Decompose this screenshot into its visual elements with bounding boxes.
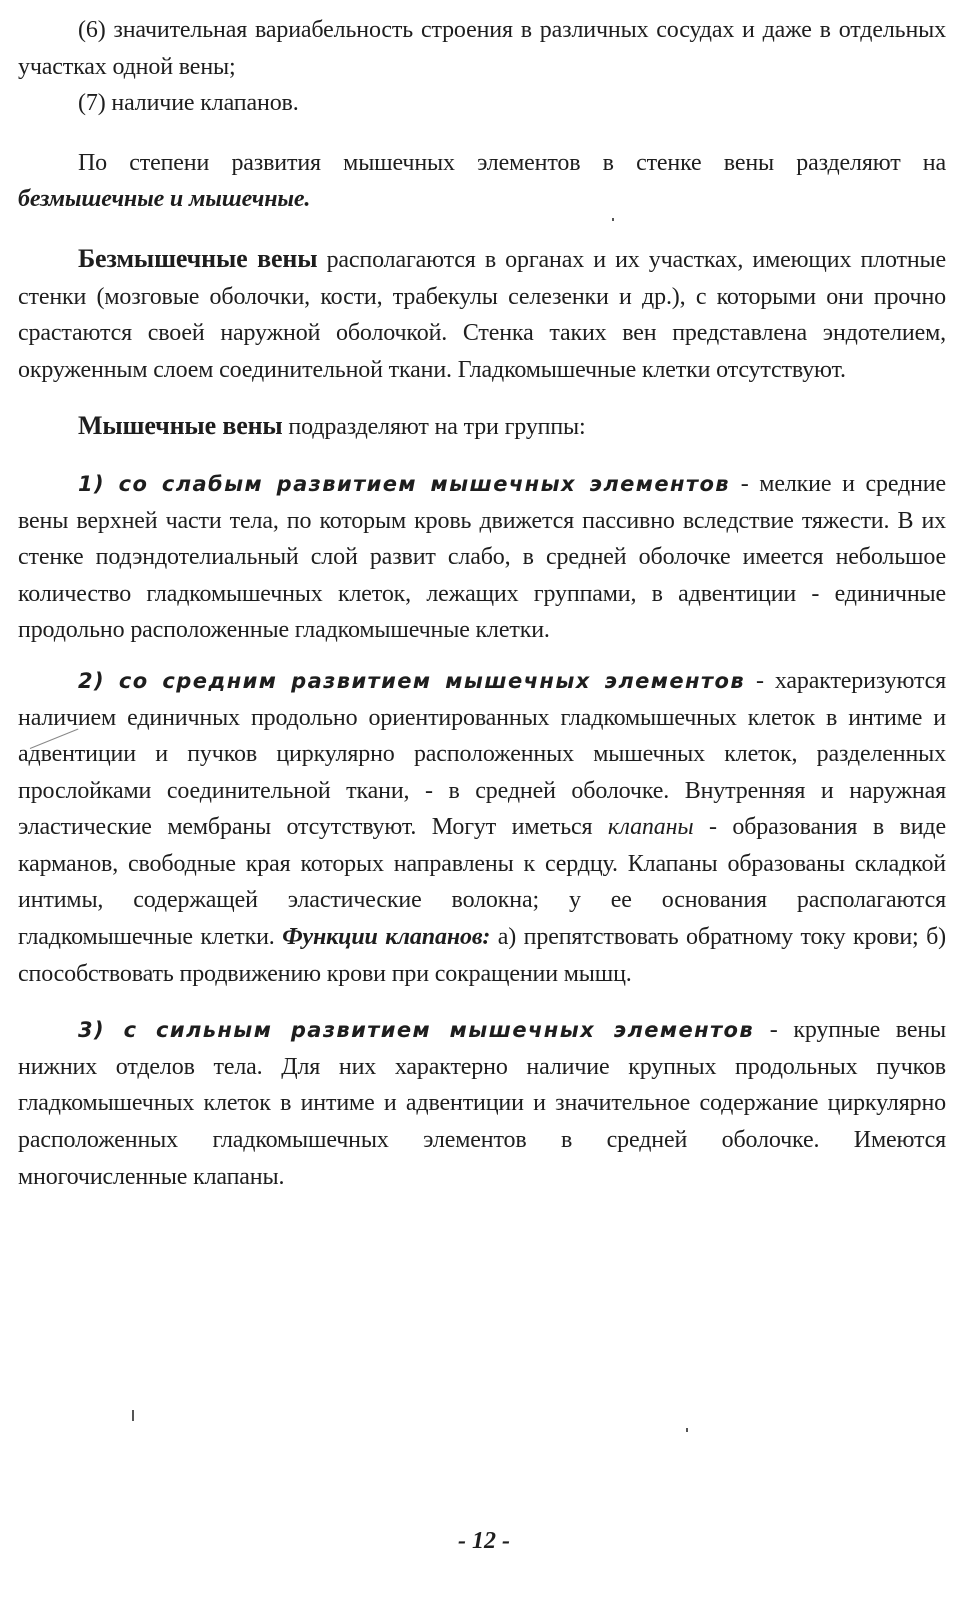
group-2-valves-word: клапаны [607,814,694,841]
group-3-paragraph [18,1012,946,1195]
group-1-paragraph [18,466,946,649]
scan-speck [686,1428,688,1432]
muscular-veins-paragraph [18,408,946,446]
muscular-veins-text: подразделяют на три группы: [282,414,586,441]
page-number: - 12 - [458,1528,510,1554]
group-2-functions-label: Функции клапанов: [282,924,491,951]
group-1-text: - мелкие и средние вены верхней части тела, по которым кровь движется пассивно вследствие тяжести. В их стенке подэндотелиальный слой развит слабо, в средней оболочке имеется небольшое количество гладкомышечных клеток, лежащих группами, в адвентиции - единичные продольно расположенные гладкомышечные клетки. [18,470,946,644]
group-3-heading: 3) с сильным развитием мышечных элементов [78,1018,755,1043]
group-2-text-b: - образования в виде карманов, свободные края которых направлены к сердцу. Клапаны образованы складкой интимы, содержащей эластические волокна; у ее основания располагаются гладкомышечные клетки. [18,814,946,951]
document-page [18,12,946,1195]
muscular-veins-term: Мышечные вены [78,411,283,441]
list-item-6 [18,12,946,85]
group-2-text-c: а) препятствовать обратному току крови; б) способствовать продвижению крови при сокращении мышц. [18,924,946,987]
intro-paragraph [18,145,946,218]
scan-speck [132,1410,134,1421]
list-item-7 [18,85,946,122]
nonmuscular-veins-paragraph [18,241,946,388]
group-2-paragraph [18,663,946,992]
group-3-text: - крупные вены нижних отделов тела. Для них характерно наличие крупных продольных пучков гладкомышечных клеток в интиме и адвентиции и значительное содержание циркулярно расположенных гладкомышечных элементов в средней оболочке. Имеются многочисленные клапаны. [18,1017,947,1190]
nonmuscular-veins-text: располагаются в органах и их участках, имеющих плотные стенки (мозговые оболочки, кости, трабекулы селезенки и др.), с которыми они прочно срастаются своей наружной оболочкой. Стенка таких вен представлена эндотелием, окруженным слоем соединительной ткани. Гладкомышечные клетки отсутствуют. [18,246,947,383]
scan-speck [612,218,614,221]
intro-emphasis: безмышечные и мышечные. [18,186,311,213]
nonmuscular-veins-term: Безмышечные вены [78,243,318,273]
intro-text: По степени развития мышечных элементов в стенке вены разделяют на [78,149,946,176]
group-1-heading: 1) со слабым развитием мышечных элементов [78,471,730,496]
list-item-6-text: (6) значительная вариабельность строения в различных сосудах и даже в отдельных участках одной вены; [18,17,946,80]
group-2-heading: 2) со средним развитием мышечных элементов [78,668,746,693]
list-item-7-text: (7) наличие клапанов. [78,90,299,117]
group-2-text-a: - характеризуются наличием единичных продольно ориентированных гладкомышечных клеток в интиме и адвентиции и пучков циркулярно расположенных мышечных клеток, разделенных прослойками соединительной ткани, - в средней оболочке. Внутренняя и наружная эластические мембраны отсутствуют. Могут иметься [18,667,946,841]
